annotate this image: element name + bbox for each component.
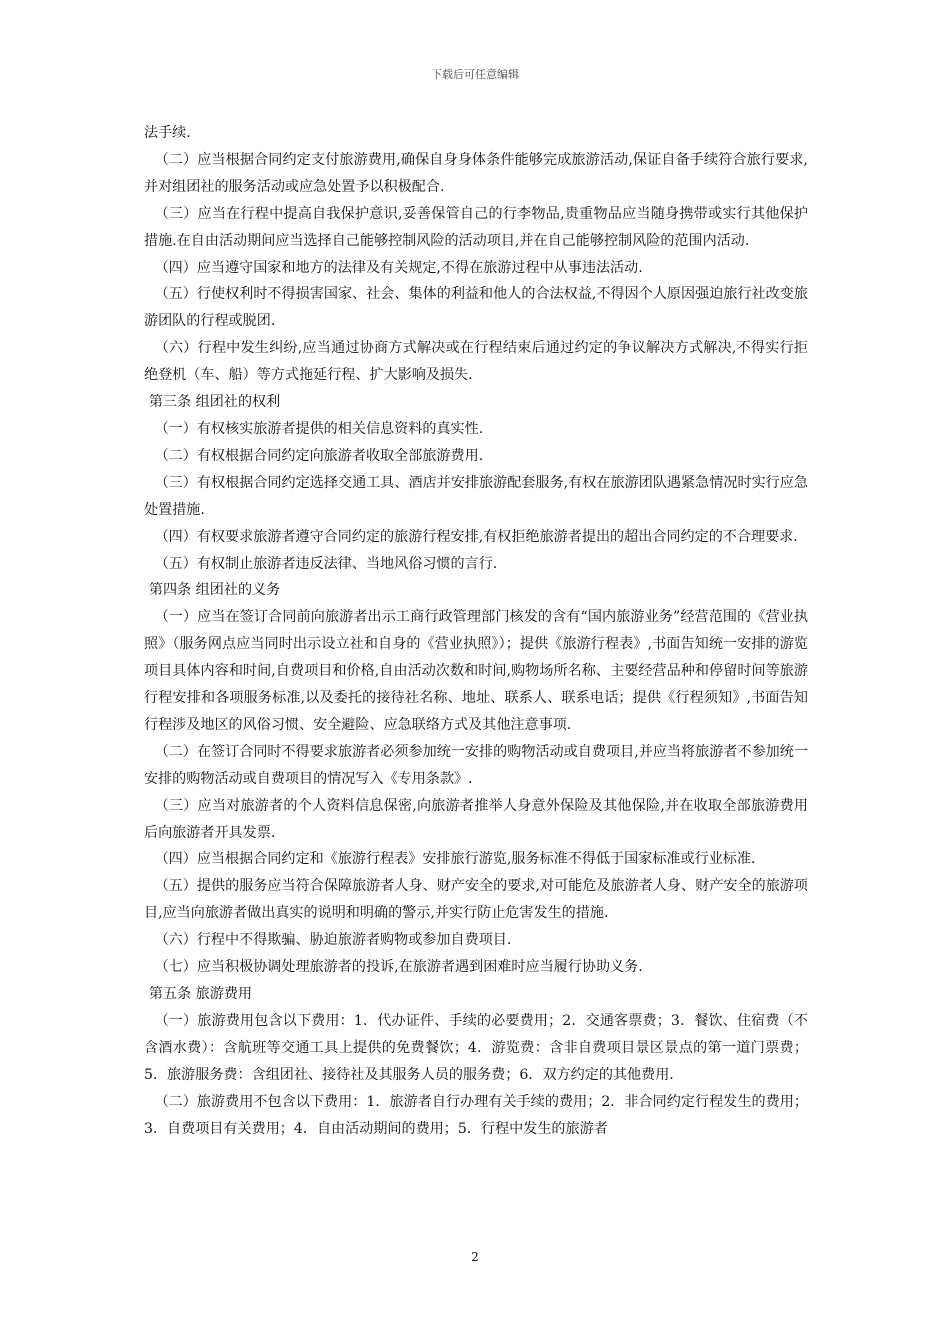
paragraph: （五）提供的服务应当符合保障旅游者人身、财产安全的要求,对可能危及旅游者人身、财产安全的旅游项目,应当向旅游者做出真实的说明和明确的警示,并实行防止危害发生的措施. <box>144 878 808 922</box>
paragraph: （六）行程中不得欺骗、胁迫旅游者购物或参加自费项目. <box>154 932 512 949</box>
paragraph: （四）应当根据合同约定和《旅游行程表》安排旅行游览,服务标准不得低于国家标准或行业标准. <box>154 851 756 868</box>
paragraph: （一）应当在签订合同前向旅游者出示工商行政管理部门核发的含有“国内旅游业务”经营范围的《营业执照》（服务网点应当同时出示设立社和自身的《营业执照》）；提供《旅游行程表》,书面告知统一安排的游览项目具体内容和时间,自费项目和价格,自由活动次数和时间,购物场所名称、主要经营品种和停留时间等旅游行程安排和各项服务标准,以及委托的接待社名称、地址、联系人、联系电话；提供《行程须知》,书面告知行程涉及地区的风俗习惯、安全避险、应急联络方式及其他注意事项. <box>144 609 808 733</box>
article-heading: 第五条 旅游费用 <box>148 986 253 1002</box>
paragraph: （二）在签订合同时不得要求旅游者必须参加统一安排的购物活动或自费项目,并应当将旅游者不参加统一安排的购物活动或自费项目的情况写入《专用条款》. <box>144 743 808 787</box>
page-header: 下载后可任意编辑 <box>431 68 519 81</box>
paragraph: （三）有权根据合同约定选择交通工具、酒店并安排旅游配套服务,有权在旅游团队遇紧急情况时实行应急处置措施. <box>144 474 808 518</box>
paragraph: 法手续. <box>144 125 191 141</box>
paragraph: （六）行程中发生纠纷,应当通过协商方式解决或在行程结束后通过约定的争议解决方式解决,不得实行拒绝登机（车、船）等方式拖延行程、扩大影响及损失. <box>144 340 808 384</box>
paragraph: （四）应当遵守国家和地方的法律及有关规定,不得在旅游过程中从事违法活动. <box>154 259 643 276</box>
paragraph: （一）旅游费用包含以下费用：1．代办证件、手续的必要费用；2．交通客票费；3．餐饮、住宿费（不含酒水费）：含航班等交通工具上提供的免费餐饮；4．游览费：含非自费项目景区景点的第一道门票费；5．旅游服务费：含组团社、接待社及其服务人员的服务费；6．双方约定的其他费用. <box>144 1012 808 1083</box>
article-heading: 第四条 组团社的义务 <box>148 582 281 599</box>
paragraph: （一）有权核实旅游者提供的相关信息资料的真实性. <box>154 420 484 437</box>
paragraph: （三）应当在行程中提高自我保护意识,妥善保管自己的行李物品,贵重物品应当随身携带或实行其他保护措施.在自由活动期间应当选择自己能够控制风险的活动项目,并在自己能够控制风险的范围内活动. <box>144 205 808 249</box>
paragraph: （七）应当积极协调处理旅游者的投诉,在旅游者遇到困难时应当履行协助义务. <box>154 959 643 976</box>
paragraph: （五）有权制止旅游者违反法律、当地风俗习惯的言行. <box>154 555 498 572</box>
paragraph: （二）有权根据合同约定向旅游者收取全部旅游费用. <box>154 447 484 464</box>
page-number: 2 <box>471 1250 479 1264</box>
document-body <box>144 120 808 1142</box>
paragraph: （五）行使权利时不得损害国家、社会、集体的利益和他人的合法权益,不得因个人原因强迫旅行社改变旅游团队的行程或脱团. <box>144 286 808 330</box>
article-heading: 第三条 组团社的权利 <box>148 394 281 411</box>
paragraph: （四）有权要求旅游者遵守合同约定的旅游行程安排,有权拒绝旅游者提出的超出合同约定的不合理要求. <box>154 528 798 545</box>
paragraph: （二）旅游费用不包含以下费用：1．旅游者自行办理有关手续的费用；2．非合同约定行程发生的费用；3．自费项目有关费用；4．自由活动期间的费用；5．行程中发生的旅游者 <box>144 1093 808 1137</box>
paragraph: （二）应当根据合同约定支付旅游费用,确保自身身体条件能够完成旅游活动,保证自备手续符合旅行要求,并对组团社的服务活动或应急处置予以积极配合. <box>144 151 808 195</box>
paragraph: （三）应当对旅游者的个人资料信息保密,向旅游者推举人身意外保险及其他保险,并在收取全部旅游费用后向旅游者开具发票. <box>144 797 808 841</box>
